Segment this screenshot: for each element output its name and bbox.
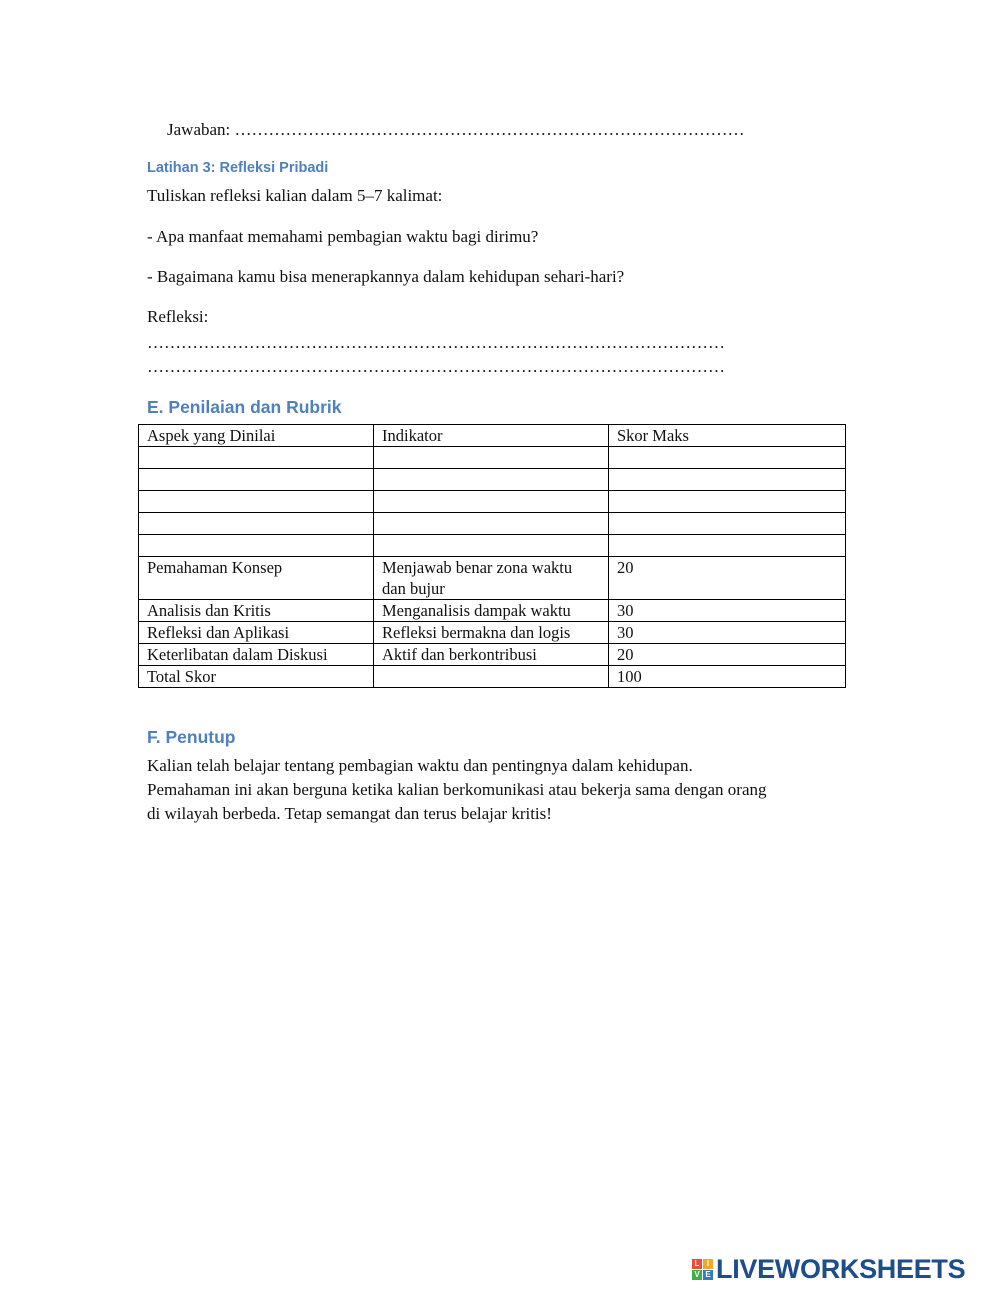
section-e-title: E. Penilaian dan Rubrik <box>147 397 342 417</box>
empty-row <box>139 447 846 469</box>
aspect-cell: Analisis dan Kritis <box>139 600 374 622</box>
indicator-cell: Menganalisis dampak waktu <box>374 600 609 622</box>
closing-line: Kalian telah belajar tentang pembagian waktu dan pentingnya dalam kehidupan. <box>147 756 693 775</box>
closing-line: Pemahaman ini akan berguna ketika kalian berkomunikasi atau bekerja sama dengan orang <box>147 780 767 799</box>
table-row <box>139 600 846 622</box>
table-header-row <box>139 425 846 447</box>
reflection-label: Refleksi: <box>147 307 209 326</box>
closing-paragraph <box>147 754 867 826</box>
reflection-answer-line-1[interactable]: ………………………………………………………………………………………… <box>147 333 725 352</box>
logo-letter-l: L <box>692 1259 702 1269</box>
table-row <box>139 622 846 644</box>
exercise-3-title: Latihan 3: Refleksi Pribadi <box>147 160 329 176</box>
exercise-3-instruction: Tuliskan refleksi kalian dalam 5–7 kalimat: <box>147 186 443 205</box>
total-row <box>139 666 846 688</box>
score-cell: 20 <box>609 644 846 666</box>
header-aspect: Aspek yang Dinilai <box>139 425 374 447</box>
logo-letter-i: I <box>703 1259 713 1269</box>
closing-line: di wilayah berbeda. Tetap semangat dan terus belajar kritis! <box>147 804 552 823</box>
empty-row <box>139 513 846 535</box>
reflection-question-2: - Bagaimana kamu bisa menerapkannya dalam kehidupan sehari-hari? <box>147 267 625 286</box>
aspect-cell: Refleksi dan Aplikasi <box>139 622 374 644</box>
reflection-question-1: - Apa manfaat memahami pembagian waktu bagi dirimu? <box>147 227 539 246</box>
indicator-cell: Aktif dan berkontribusi <box>374 644 609 666</box>
empty-row <box>139 491 846 513</box>
score-cell: 30 <box>609 622 846 644</box>
indicator-cell <box>374 666 609 688</box>
indicator-cell: Refleksi bermakna dan logis <box>374 622 609 644</box>
reflection-answer-line-2[interactable]: ………………………………………………………………………………………… <box>147 357 725 376</box>
score-cell: 20 <box>609 557 846 600</box>
table-row <box>139 644 846 666</box>
aspect-cell: Keterlibatan dalam Diskusi <box>139 644 374 666</box>
section-f-title: F. Penutup <box>147 727 236 747</box>
header-max-score: Skor Maks <box>609 425 846 447</box>
liveworksheets-logo-icon <box>692 1259 713 1280</box>
score-cell: 30 <box>609 600 846 622</box>
liveworksheets-logo <box>692 1254 965 1285</box>
answer-line: Jawaban: ……………………………………………………………………………… <box>167 120 745 139</box>
table-row <box>139 557 846 600</box>
empty-row <box>139 469 846 491</box>
liveworksheets-logo-text: LIVEWORKSHEETS <box>716 1254 966 1284</box>
indicator-cell: Menjawab benar zona waktu dan bujur <box>374 557 609 600</box>
empty-row <box>139 535 846 557</box>
logo-letter-v: V <box>692 1270 702 1280</box>
logo-letter-e: E <box>703 1270 713 1280</box>
score-cell: 100 <box>609 666 846 688</box>
aspect-cell: Total Skor <box>139 666 374 688</box>
header-indicator: Indikator <box>374 425 609 447</box>
aspect-cell: Pemahaman Konsep <box>139 557 374 600</box>
rubric-table <box>138 424 846 688</box>
